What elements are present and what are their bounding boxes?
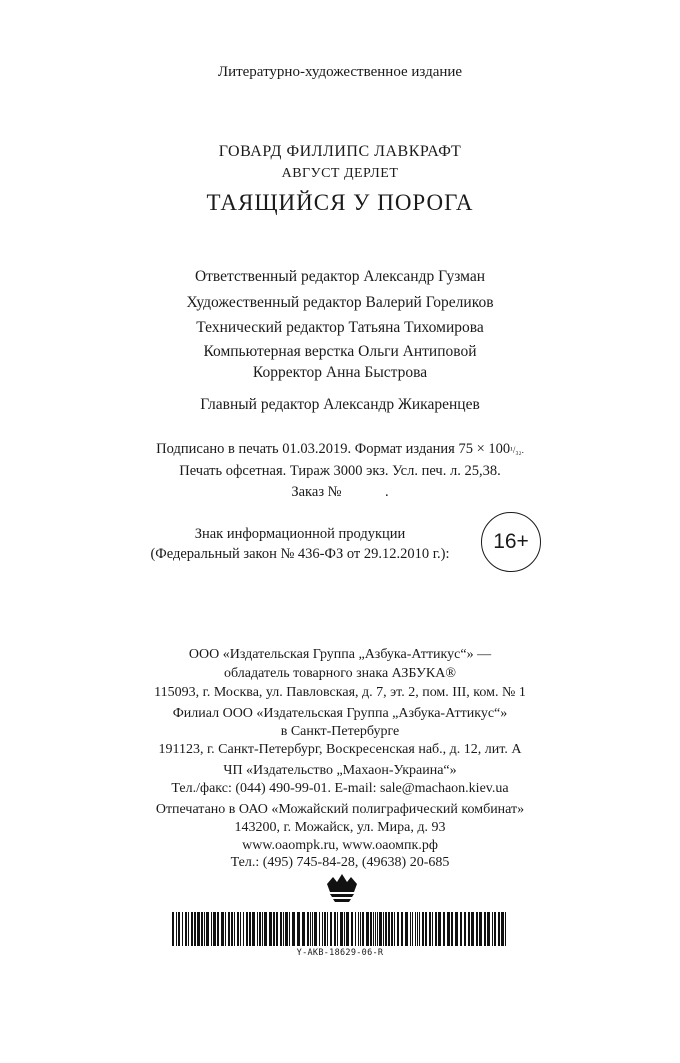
staff-technical-editor: Технический редактор Татьяна Тихомирова — [196, 319, 484, 336]
barcode-bar — [419, 912, 420, 946]
barcode-bar — [292, 912, 295, 946]
barcode-bar — [394, 912, 395, 946]
imprint-signed — [0, 441, 680, 458]
barcode-bar — [273, 912, 275, 946]
barcode-bar — [243, 912, 244, 946]
ukraine-contacts: Тел./факс: (044) 490-99-01. E-mail: sale@machaon.kiev.ua — [171, 781, 509, 796]
barcode-bar — [494, 912, 496, 946]
age-rating-label: Знак информационной продукции — [194, 526, 406, 542]
barcode-bar — [505, 912, 506, 946]
ukraine-publisher: ЧП «Издательство „Махаон-Украина“» — [223, 763, 457, 778]
barcode-bar — [346, 912, 349, 946]
barcode-bar — [237, 912, 239, 946]
format-fraction: ¹/₃₂. — [510, 445, 524, 455]
azbuka-logo-icon — [324, 870, 360, 906]
barcode-bar — [460, 912, 462, 946]
barcode-bar — [259, 912, 261, 946]
barcode-bar — [182, 912, 183, 946]
barcode-bar — [330, 912, 332, 946]
barcode-bar — [289, 912, 290, 946]
barcode-number: Y-AKB-18629-06-R — [296, 948, 384, 958]
barcode-bar — [285, 912, 288, 946]
barcode-bar — [264, 912, 267, 946]
barcode-bar — [228, 912, 230, 946]
barcode-bar — [324, 912, 326, 946]
barcode-bar — [383, 912, 384, 946]
branch-city: в Санкт-Петербурге — [280, 724, 400, 739]
barcode-bar — [297, 912, 300, 946]
barcode-bar — [319, 912, 320, 946]
barcode-bar — [310, 912, 311, 946]
barcode-bar — [191, 912, 193, 946]
barcode-bar — [388, 912, 390, 946]
barcode-bar — [302, 912, 305, 946]
barcode-bar — [429, 912, 431, 946]
barcode-bar — [425, 912, 427, 946]
barcode-bar — [479, 912, 482, 946]
barcode-bar — [231, 912, 233, 946]
book-title: ТАЯЩИЙСЯ У ПОРОГА — [206, 190, 474, 215]
barcode-bar — [447, 912, 450, 946]
barcode-bar — [276, 912, 278, 946]
barcode-bar — [438, 912, 441, 946]
staff-proofreader: Корректор Анна Быстрова — [252, 364, 428, 381]
barcode-bar — [417, 912, 418, 946]
barcode-bar — [405, 912, 408, 946]
imprint-print-run: Печать офсетная. Тираж 3000 экз. Усл. печ. л. 25,38. — [179, 463, 501, 479]
age-rating-law: (Федеральный закон № 436-ФЗ от 29.12.2010 г.): — [150, 546, 450, 562]
barcode-bar — [225, 912, 226, 946]
barcode-bar — [401, 912, 403, 946]
barcode-bar — [451, 912, 453, 946]
barcode-bar — [410, 912, 411, 946]
barcode-bar — [358, 912, 359, 946]
barcode-bar — [379, 912, 382, 946]
barcode-bar — [197, 912, 200, 946]
genre-label: Литературно-художественное издание — [217, 64, 463, 80]
barcode-bar — [307, 912, 309, 946]
barcode-bar — [377, 912, 378, 946]
branch-address: 191123, г. Санкт-Петербург, Воскресенская наб., д. 12, лит. А — [158, 742, 522, 757]
imprint-signed-text: Подписано в печать 01.03.2019. Формат издания 75 × 100 — [156, 441, 511, 457]
barcode-bar — [468, 912, 470, 946]
barcode-bar — [176, 912, 177, 946]
chief-editor: Главный редактор Александр Жикаренцев — [200, 396, 480, 413]
barcode-bar — [501, 912, 504, 946]
barcode-bar — [322, 912, 323, 946]
age-rating-badge: 16+ — [481, 512, 541, 572]
barcode-bar — [221, 912, 224, 946]
barcode-bar — [211, 912, 212, 946]
barcode-bar — [362, 912, 364, 946]
printer-websites: www.oaompk.ru, www.оаомпк.рф — [242, 838, 438, 853]
barcode-bar — [422, 912, 424, 946]
barcode-bar — [280, 912, 282, 946]
publisher-trademark: обладатель товарного знака АЗБУКА® — [224, 666, 456, 681]
barcode-bar — [360, 912, 361, 946]
barcode-bar — [217, 912, 219, 946]
printer-phones: Тел.: (495) 745-84-28, (49638) 20-685 — [230, 855, 450, 870]
barcode-bar — [373, 912, 374, 946]
branch-name: Филиал ООО «Издательская Группа „Азбука-Аттикус“» — [172, 706, 508, 721]
barcode-bar — [334, 912, 336, 946]
barcode-bar — [206, 912, 209, 946]
barcode-bar — [366, 912, 369, 946]
barcode-bar — [435, 912, 437, 946]
barcode-bar — [355, 912, 356, 946]
barcode-bar — [397, 912, 399, 946]
barcode-bar — [240, 912, 241, 946]
barcode-icon — [172, 912, 508, 946]
imprint-order: Заказ № . — [291, 484, 389, 500]
barcode-bar — [314, 912, 317, 946]
barcode-bar — [269, 912, 272, 946]
barcode-bar — [344, 912, 345, 946]
barcode-bar — [213, 912, 216, 946]
barcode-bar — [471, 912, 474, 946]
author-derleth: АВГУСТ ДЕРЛЕТ — [281, 166, 399, 181]
barcode-bar — [476, 912, 478, 946]
barcode-bar — [249, 912, 251, 946]
barcode-bar — [257, 912, 258, 946]
barcode-bar — [492, 912, 493, 946]
barcode-bar — [385, 912, 387, 946]
barcode-bar — [252, 912, 255, 946]
barcode-bar — [201, 912, 203, 946]
barcode-bar — [464, 912, 466, 946]
barcode-bar — [484, 912, 486, 946]
barcode-bar — [246, 912, 248, 946]
barcode-bar — [204, 912, 205, 946]
barcode-bar — [391, 912, 393, 946]
barcode-bar — [351, 912, 353, 946]
barcode-bar — [412, 912, 413, 946]
barcode-bar — [188, 912, 189, 946]
barcode-bar — [234, 912, 235, 946]
barcode-bar — [327, 912, 328, 946]
staff-layout: Компьютерная верстка Ольги Антиповой — [203, 343, 477, 360]
barcode-bar — [262, 912, 263, 946]
barcode-bar — [172, 912, 174, 946]
publisher-name: ООО «Издательская Группа „Азбука-Аттикус“» — — [188, 647, 492, 662]
barcode-bar — [432, 912, 433, 946]
staff-responsible-editor: Ответственный редактор Александр Гузман — [194, 268, 486, 285]
barcode-bar — [443, 912, 445, 946]
barcode-bar — [340, 912, 343, 946]
barcode-bar — [185, 912, 187, 946]
barcode-bar — [178, 912, 180, 946]
barcode-bar — [455, 912, 458, 946]
barcode-bar — [283, 912, 284, 946]
barcode-bar — [498, 912, 500, 946]
barcode-bar — [487, 912, 490, 946]
barcode-bar — [312, 912, 313, 946]
barcode-bar — [337, 912, 338, 946]
barcode-bar — [415, 912, 416, 946]
barcode-bar — [194, 912, 196, 946]
printer-address: 143200, г. Можайск, ул. Мира, д. 93 — [234, 820, 446, 835]
printer-name: Отпечатано в ОАО «Можайский полиграфический комбинат» — [155, 802, 525, 817]
publisher-address: 115093, г. Москва, ул. Павловская, д. 7, эт. 2, пом. III, ком. № 1 — [154, 685, 526, 700]
barcode-bar — [370, 912, 372, 946]
barcode-bar — [375, 912, 376, 946]
author-lovecraft: ГОВАРД ФИЛЛИПС ЛАВКРАФТ — [218, 143, 462, 160]
staff-art-editor: Художественный редактор Валерий Гореликов — [186, 294, 494, 311]
